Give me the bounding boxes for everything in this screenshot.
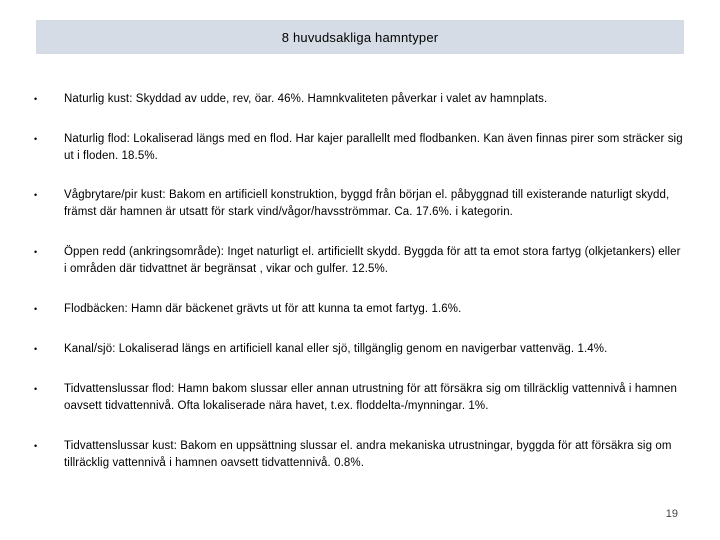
bullet-item (34, 187, 684, 221)
bullet-text: Öppen redd (ankringsområde): Inget naturligt el. artificiellt skydd. Byggda för att ta emot stora fartyg (olkjetankers) eller i områden där tidvattnet är begränsat , vikar och gulfer. 12.5%. (64, 246, 681, 275)
bullet-text: Kanal/sjö: Lokaliserad längs en artificiell kanal eller sjö, tillgänglig genom en navigerbar vattenväg. 1.4%. (64, 343, 608, 355)
bullet-item (34, 341, 684, 358)
bullet-dot-icon: • (34, 384, 38, 394)
bullet-dot-icon: • (34, 190, 38, 200)
page-number: 19 (665, 508, 678, 520)
bullet-text: Flodbäcken: Hamn där bäckenet grävts ut för att kunna ta emot fartyg. 1.6%. (64, 303, 462, 315)
bullet-item (34, 381, 684, 415)
bullet-item (34, 438, 684, 472)
bullet-item (34, 301, 684, 318)
bullet-text: Naturlig flod: Lokaliserad längs med en flod. Har kajer parallellt med flodbanken. Kan även finnas pirer som sträcker sig ut i floden. 18.5%. (64, 133, 683, 162)
bullet-dot-icon: • (34, 441, 38, 451)
bullet-dot-icon: • (34, 134, 38, 144)
bullet-item (34, 244, 684, 278)
bullet-dot-icon: • (34, 344, 38, 354)
bullet-text: Tidvattenslussar flod: Hamn bakom slussar eller annan utrustning för att försäkra sig om tillräcklig vattennivå i hamnen oavsett tidvattennivå. Ofta lokaliserade nära havet, t.ex. floddelta-/mynningar. 1%. (64, 383, 678, 412)
bullet-text: Naturlig kust: Skyddad av udde, rev, öar. 46%. Hamnkvaliteten påverkar i valet av hamnplats. (64, 93, 548, 105)
slide-title: 8 huvudsakliga hamntyper (281, 29, 439, 45)
bullet-dot-icon: • (34, 304, 38, 314)
bullet-text: Tidvattenslussar kust: Bakom en uppsättning slussar el. andra mekaniska utrustningar, byggda för att försäkra sig om tillräcklig vattennivå i hamnen oavsett tidvattennivå. 0.8%. (64, 440, 672, 469)
bullet-item (34, 131, 684, 165)
bullet-item (34, 91, 684, 108)
title-bar (36, 20, 684, 54)
bullet-dot-icon: • (34, 247, 38, 257)
bullet-dot-icon: • (34, 94, 38, 104)
bullet-text: Vågbrytare/pir kust: Bakom en artificiell konstruktion, byggd från början el. påbyggnad till existerande naturligt skydd, främst där hamnen är utsatt för stark vind/vågor/havsströmmar. Ca. 17.6%. i kategorin. (64, 189, 670, 218)
